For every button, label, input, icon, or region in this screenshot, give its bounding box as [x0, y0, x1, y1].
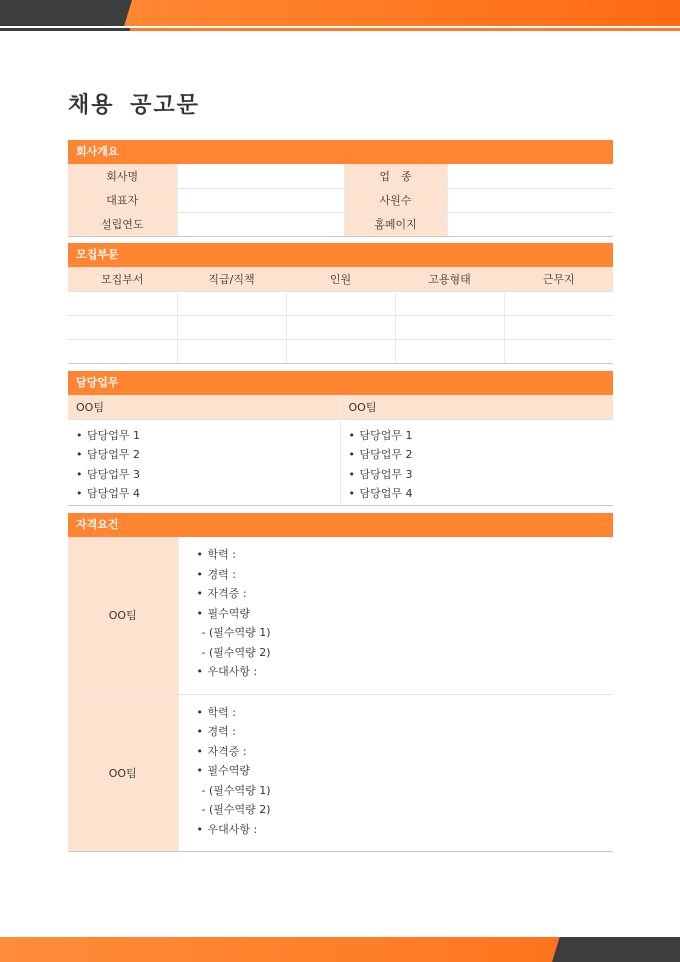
top-decoration — [0, 0, 680, 34]
recruit-cell[interactable] — [395, 291, 504, 315]
qualification-item: • 학력 : — [197, 703, 614, 723]
company-table — [68, 164, 613, 237]
recruit-cell[interactable] — [286, 315, 395, 339]
recruit-cell[interactable] — [68, 315, 177, 339]
duties-section-header: 담당업무 — [68, 371, 613, 395]
recruit-column-header: 모집부서 — [68, 267, 177, 291]
duty-item: • 담당업무 4 — [349, 484, 614, 504]
duty-item: • 담당업무 2 — [76, 445, 340, 465]
recruit-cell[interactable] — [286, 339, 395, 363]
recruit-column-header: 고용형태 — [395, 267, 504, 291]
recruit-cell[interactable] — [177, 339, 286, 363]
recruit-cell[interactable] — [504, 315, 613, 339]
duty-item: • 담당업무 2 — [349, 445, 614, 465]
company-section — [68, 140, 613, 237]
company-value[interactable] — [447, 212, 613, 236]
duty-item: • 담당업무 1 — [76, 426, 340, 446]
duties-team-name: OO팀 — [68, 395, 340, 419]
company-section-header: 회사개요 — [68, 140, 613, 164]
company-value[interactable] — [177, 164, 344, 188]
top-dark-line — [0, 28, 130, 31]
qualification-detail — [178, 694, 613, 851]
qualification-subitem: - (필수역량 1) — [201, 783, 271, 797]
recruit-section-header: 모집부문 — [68, 243, 613, 267]
qualification-team-name: OO팀 — [68, 694, 178, 851]
qualification-item: • 필수역량 — [197, 604, 614, 624]
duty-item: • 담당업무 3 — [76, 465, 340, 485]
qualification-team-name: OO팀 — [68, 537, 178, 694]
qualification-item: • 자격증 : — [197, 742, 614, 762]
qualifications-table — [68, 537, 613, 852]
company-label: 업 종 — [344, 164, 447, 188]
company-value[interactable] — [177, 188, 344, 212]
company-label: 회사명 — [68, 164, 177, 188]
recruit-table — [68, 267, 613, 364]
recruit-section — [68, 243, 613, 364]
recruit-column-header: 인원 — [286, 267, 395, 291]
company-value[interactable] — [447, 188, 613, 212]
qualification-detail — [178, 537, 613, 694]
duty-item: • 담당업무 4 — [76, 484, 340, 504]
qualifications-section — [68, 513, 613, 852]
company-row — [68, 188, 613, 212]
recruit-column-header: 직급/직책 — [177, 267, 286, 291]
duties-team-row — [68, 395, 613, 419]
qualification-item: • 자격증 : — [197, 584, 614, 604]
recruit-cell[interactable] — [177, 315, 286, 339]
qualification-item: • 경력 : — [197, 722, 614, 742]
recruit-cell[interactable] — [68, 339, 177, 363]
recruit-cell[interactable] — [395, 339, 504, 363]
duties-section — [68, 371, 613, 506]
qualification-list — [197, 545, 614, 682]
recruit-row — [68, 291, 613, 315]
duties-table — [68, 395, 613, 506]
duties-team-name: OO팀 — [340, 395, 613, 419]
company-row — [68, 212, 613, 236]
qualifications-section-header: 자격요건 — [68, 513, 613, 537]
qualification-subitem: - (필수역량 1) — [201, 626, 271, 639]
qualification-row — [68, 694, 613, 851]
recruit-cell[interactable] — [504, 291, 613, 315]
qualification-item: • 학력 : — [197, 545, 614, 565]
duties-list-cell — [340, 419, 613, 505]
duty-item: • 담당업무 1 — [349, 426, 614, 446]
recruit-cell[interactable] — [286, 291, 395, 315]
bottom-dark-bar — [552, 937, 680, 962]
duties-list — [76, 426, 340, 504]
recruit-row — [68, 339, 613, 363]
qualification-row — [68, 537, 613, 694]
recruit-column-header: 근무지 — [504, 267, 613, 291]
company-label: 대표자 — [68, 188, 177, 212]
duties-list-row — [68, 419, 613, 505]
company-value[interactable] — [177, 212, 344, 236]
bottom-decoration — [0, 937, 680, 962]
recruit-cell[interactable] — [504, 339, 613, 363]
qualification-subitem: - (필수역량 2) — [201, 645, 271, 659]
top-dark-bar — [0, 0, 132, 26]
qualification-item: • 필수역량 — [197, 761, 614, 781]
recruit-cell[interactable] — [177, 291, 286, 315]
company-value[interactable] — [447, 164, 613, 188]
qualification-list — [197, 703, 614, 840]
company-label: 홈페이지 — [344, 212, 447, 236]
company-row — [68, 164, 613, 188]
qualification-item: • 경력 : — [197, 565, 614, 585]
company-label: 사원수 — [344, 188, 447, 212]
qualification-subitem: - (필수역량 2) — [201, 803, 271, 816]
duties-list — [349, 426, 614, 504]
duty-item: • 담당업무 3 — [349, 465, 614, 485]
recruit-cell[interactable] — [395, 315, 504, 339]
company-label: 설립연도 — [68, 212, 177, 236]
qualification-item: • 우대사항 : — [197, 662, 614, 682]
recruit-cell[interactable] — [68, 291, 177, 315]
qualification-item: • 우대사항 : — [197, 820, 614, 840]
page-title: 채용 공고문 — [68, 93, 200, 118]
duties-list-cell — [68, 419, 340, 505]
recruit-row — [68, 315, 613, 339]
recruit-header-row — [68, 267, 613, 291]
